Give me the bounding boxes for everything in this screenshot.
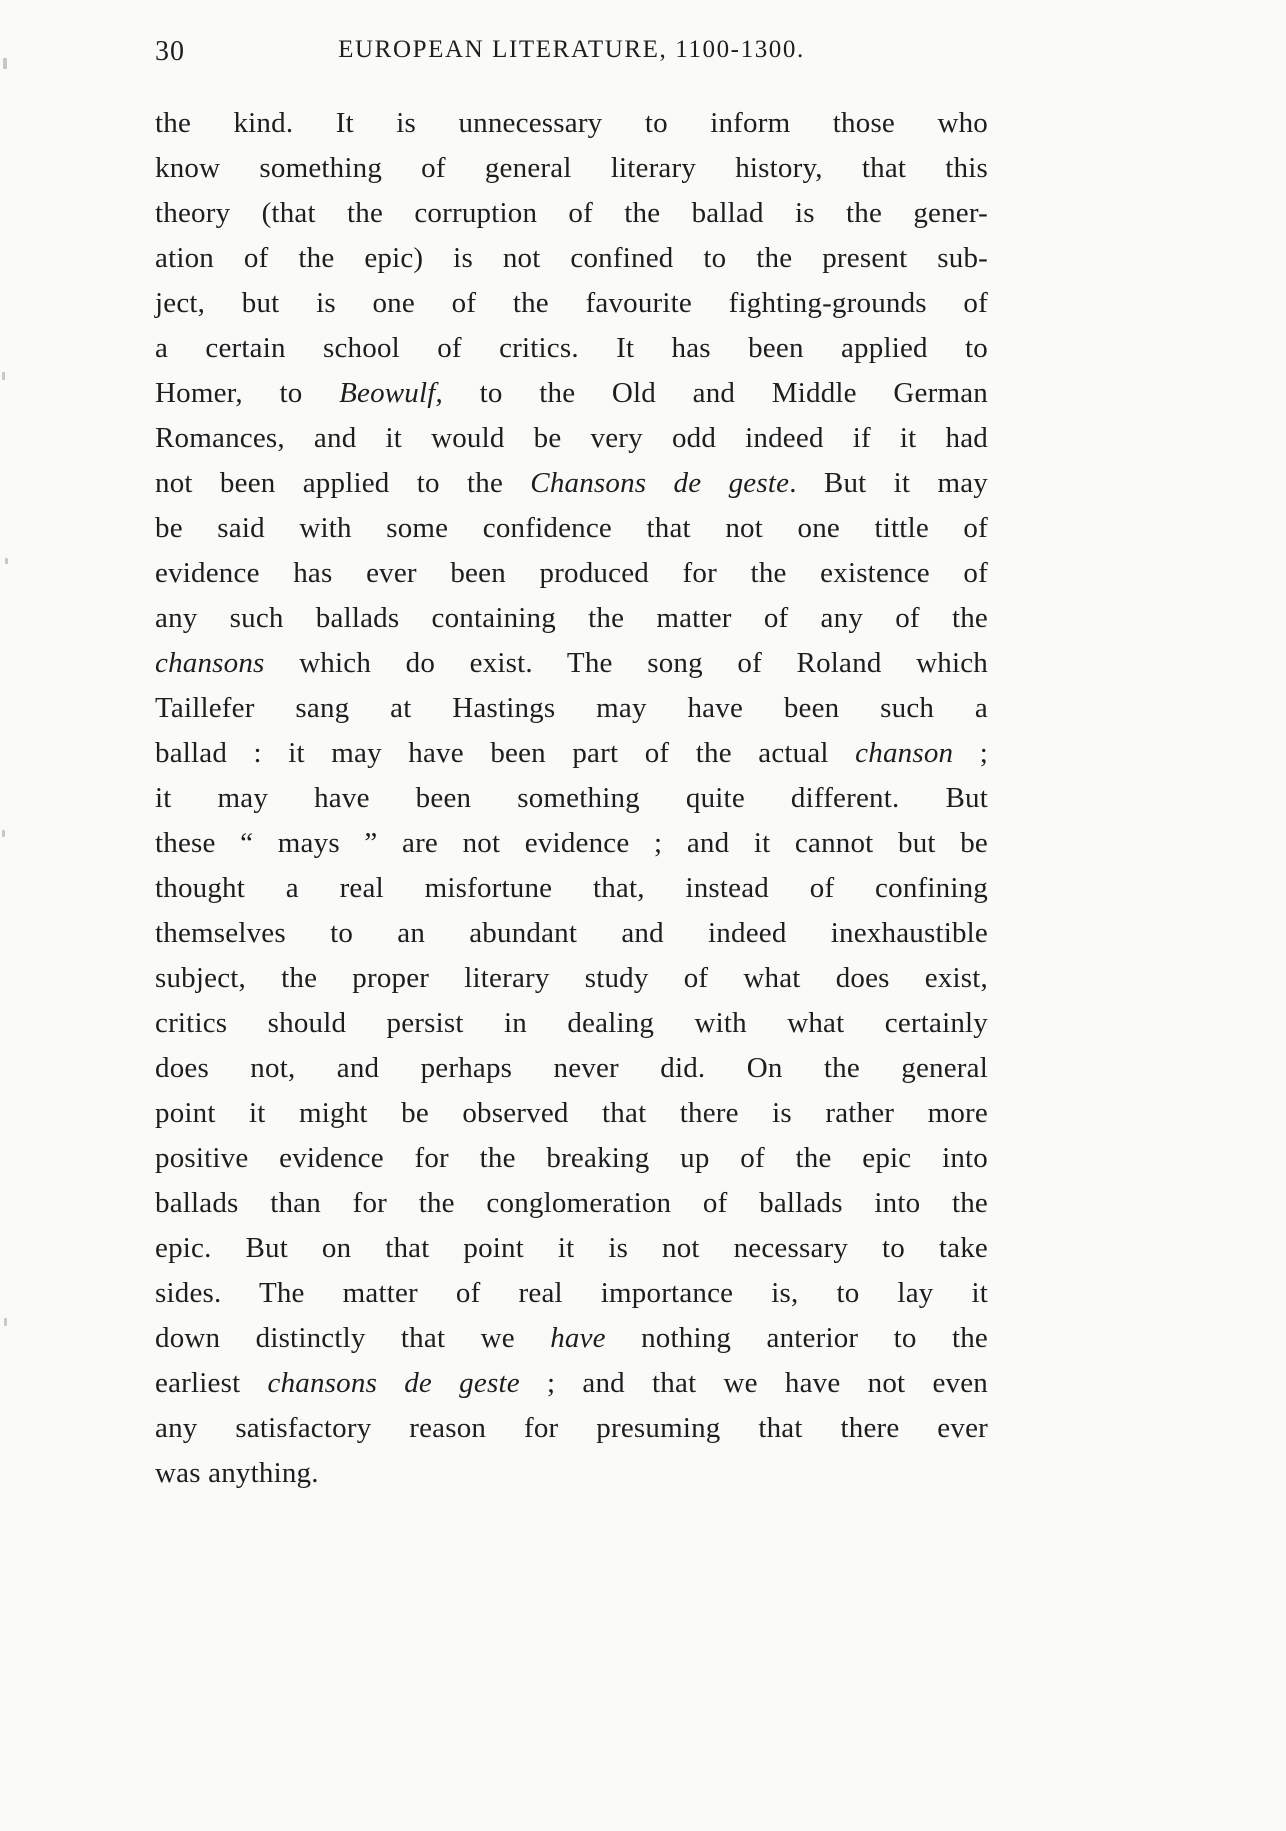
text-line xyxy=(155,1271,988,1316)
text-segment: ; and that we have not even xyxy=(519,1367,989,1399)
text-segment: ballad : it may have been part of the actual xyxy=(155,737,856,769)
text-segment: to the Old and Middle German xyxy=(442,377,988,409)
italic-text-segment: chanson xyxy=(855,737,954,769)
text-segment: Homer, to xyxy=(155,377,340,409)
text-segment: theory (that the corruption of the ballad is the gener- xyxy=(155,197,988,229)
text-segment: ballads than for the conglomeration of ballads into the xyxy=(155,1187,988,1219)
text-segment: any such ballads containing the matter of any of the xyxy=(155,602,988,634)
italic-text-segment: chansons xyxy=(155,647,265,679)
text-segment: Taillefer sang at Hastings may have been such a xyxy=(155,692,988,724)
text-segment: does not, and perhaps never did. On the general xyxy=(155,1052,988,1084)
body-text xyxy=(155,101,988,1496)
text-segment: was anything. xyxy=(155,1457,319,1489)
text-segment: ject, but is one of the favourite fighting-grounds of xyxy=(155,287,988,319)
text-segment: nothing anterior to the xyxy=(605,1322,988,1354)
page-header xyxy=(155,36,988,76)
text-line xyxy=(155,281,988,326)
text-line xyxy=(155,776,988,821)
text-segment: point it might be observed that there is rather more xyxy=(155,1097,988,1129)
text-segment: critics should persist in dealing with what certainly xyxy=(155,1007,988,1039)
text-line xyxy=(155,1091,988,1136)
text-segment: know something of general literary history, that this xyxy=(155,152,988,184)
text-segment: not been applied to the xyxy=(155,467,531,499)
page-number: 30 xyxy=(155,36,185,67)
text-line xyxy=(155,551,988,596)
text-line xyxy=(155,191,988,236)
running-title: EUROPEAN LITERATURE, 1100-1300. xyxy=(338,36,805,63)
scan-artifact xyxy=(2,830,5,837)
text-line xyxy=(155,731,988,776)
text-line xyxy=(155,1181,988,1226)
text-segment: down distinctly that we xyxy=(155,1322,551,1354)
text-line xyxy=(155,596,988,641)
text-line xyxy=(155,326,988,371)
text-segment: ation of the epic) is not confined to the present sub- xyxy=(155,242,988,274)
text-line xyxy=(155,1226,988,1271)
scan-artifact xyxy=(3,58,7,69)
text-line xyxy=(155,821,988,866)
text-line xyxy=(155,1136,988,1181)
text-segment: any satisfactory reason for presuming that there ever xyxy=(155,1412,988,1444)
text-segment: the kind. It is unnecessary to inform those who xyxy=(155,107,988,139)
text-segment: sides. The matter of real importance is, to lay it xyxy=(155,1277,988,1309)
text-line xyxy=(155,146,988,191)
text-line xyxy=(155,1361,988,1406)
italic-text-segment: Beowulf, xyxy=(339,377,443,409)
text-line xyxy=(155,1451,988,1496)
text-line xyxy=(155,641,988,686)
text-line xyxy=(155,236,988,281)
text-line xyxy=(155,866,988,911)
text-segment: which do exist. The song of Roland which xyxy=(264,647,988,679)
text-segment: subject, the proper literary study of what does exist, xyxy=(155,962,988,994)
italic-text-segment: Chansons de geste xyxy=(530,467,790,499)
text-segment: a certain school of critics. It has been applied to xyxy=(155,332,988,364)
text-segment: earliest xyxy=(155,1367,268,1399)
text-line xyxy=(155,1001,988,1046)
text-segment: epic. But on that point it is not necessary to take xyxy=(155,1232,988,1264)
text-segment: be said with some confidence that not one tittle of xyxy=(155,512,988,544)
text-line xyxy=(155,686,988,731)
text-line xyxy=(155,101,988,146)
text-segment: it may have been something quite different. But xyxy=(155,782,988,814)
scan-artifact xyxy=(4,1318,7,1326)
scan-artifact xyxy=(2,372,5,380)
italic-text-segment: chansons de geste xyxy=(267,1367,520,1399)
text-segment: positive evidence for the breaking up of the epic into xyxy=(155,1142,988,1174)
text-line xyxy=(155,1046,988,1091)
text-segment: themselves to an abundant and indeed inexhaustible xyxy=(155,917,988,949)
text-line xyxy=(155,1406,988,1451)
text-line xyxy=(155,956,988,1001)
text-segment: these “ mays ” are not evidence ; and it cannot but be xyxy=(155,827,988,859)
scan-artifact xyxy=(5,558,8,564)
italic-text-segment: have xyxy=(550,1322,606,1354)
text-line xyxy=(155,506,988,551)
text-segment: ; xyxy=(953,737,988,769)
text-line xyxy=(155,1316,988,1361)
text-line xyxy=(155,371,988,416)
text-line xyxy=(155,911,988,956)
text-segment: Romances, and it would be very odd indeed if it had xyxy=(155,422,988,454)
text-segment: . But it may xyxy=(789,467,988,499)
text-line xyxy=(155,416,988,461)
text-segment: evidence has ever been produced for the existence of xyxy=(155,557,988,589)
text-segment: thought a real misfortune that, instead of confining xyxy=(155,872,988,904)
text-line xyxy=(155,461,988,506)
